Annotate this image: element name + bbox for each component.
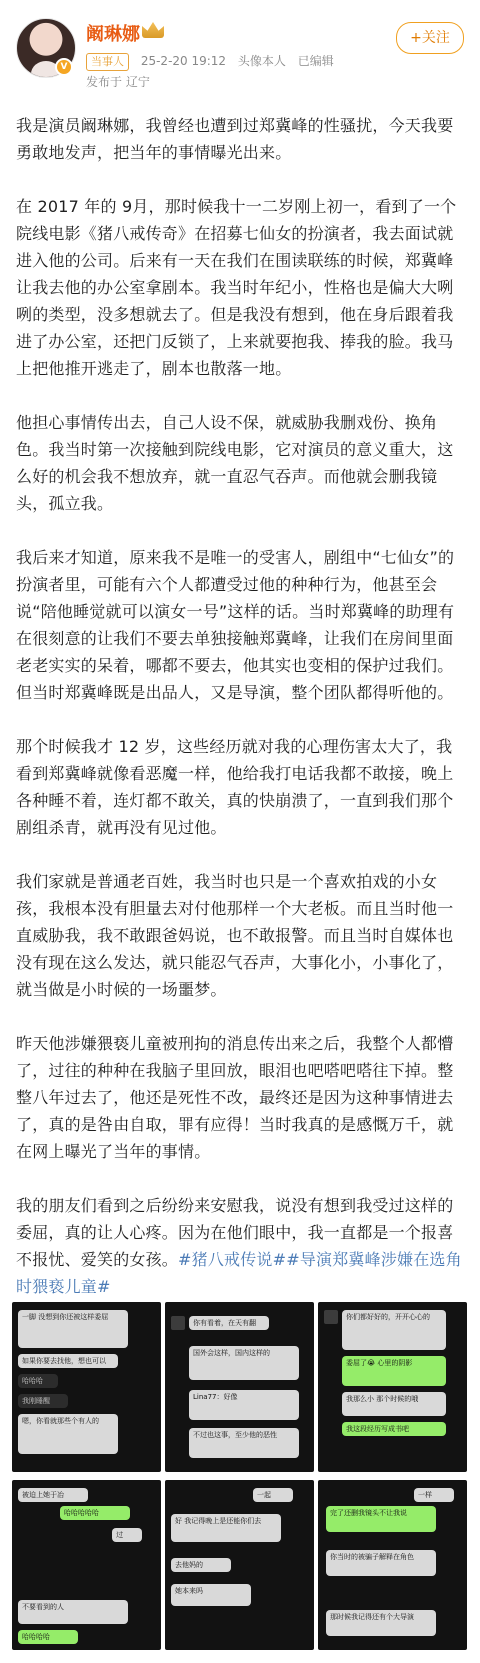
chat-bubble: 一样 xyxy=(414,1488,454,1502)
chat-screenshot-4[interactable] xyxy=(12,1480,161,1650)
post-datetime: 25-2-20 19:12 xyxy=(140,54,227,68)
image-grid xyxy=(12,1302,468,1662)
role-badge: 当事人 xyxy=(86,53,129,71)
post-paragraph: 在 2017 年的 9月，那时候我十一二岁刚上初一，看到了一个院线电影《猪八戒传奇》在招募七仙女的扮演者，我去面试就进入他的公司。后来有一天在我们在围读联练的时候，郑冀峰让我去他的办公室拿剧本。我当时年纪小，性格也是偏大大咧咧的类型，没多想就去了。但是我没有想到，他在身后跟着我进了办公室，还把门反锁了，上来就要抱我、捧我的脸。我马上把他推开逃走了，剧本也散落一地。 xyxy=(16,197,457,378)
chat-bubble: 委屈了😭 心里的阴影 xyxy=(342,1356,446,1386)
post-content xyxy=(16,112,464,1327)
author-name[interactable]: 阚琳娜 xyxy=(86,24,140,45)
hashtag-link[interactable]: #猪八戒传说##导演郑冀峰涉嫌在选角时猥亵儿童# xyxy=(16,1250,462,1296)
chat-avatar xyxy=(171,1316,185,1330)
chat-bubble: 国外会这样，国内这样的 xyxy=(189,1346,299,1380)
chat-bubble: 我刚睡醒 xyxy=(18,1394,68,1408)
chat-bubble: 那时候我记得还有个大导演 xyxy=(326,1610,436,1636)
post-meta xyxy=(86,52,342,71)
chat-screenshot-3[interactable] xyxy=(318,1302,467,1472)
chat-bubble: 过 xyxy=(112,1528,142,1542)
chat-bubble: 不要看到的人 xyxy=(18,1600,128,1624)
chat-bubble: 哈哈哈哈 xyxy=(18,1630,78,1644)
chat-bubble: 哈哈哈 xyxy=(18,1374,58,1388)
chat-bubble: Lina77：好像 xyxy=(189,1390,299,1420)
post-paragraph: 我是演员阚琳娜，我曾经也遭到过郑冀峰的性骚扰，今天我要勇敢地发声，把当年的事情曝光出来。 xyxy=(16,116,454,162)
post-paragraph: 我们家就是普通老百姓，我当时也只是一个喜欢拍戏的小女孩，我根本没有胆量去对付他那样一个大老板。而且当时他一直威胁我，我不敢跟爸妈说，也不敢报警。而且当时自媒体也没有现在这么发达，就只能忍气吞声，大事化小，小事化了，就当做是小时候的一场噩梦。 xyxy=(16,872,454,999)
chat-avatar xyxy=(324,1310,338,1324)
post-paragraph-last xyxy=(16,1192,464,1300)
post-paragraph: 昨天他涉嫌猥亵儿童被刑拘的消息传出来之后，我整个人都懵了，过往的种种在我脑子里回放，眼泪也吧嗒吧嗒往下掉。整整八年过去了，他还是死性不改，最终还是因为这种事情进去了，真的是咎由自取，罪有应得！当时我真的是感慨万千，就在网上曝光了当年的事情。 xyxy=(16,1034,454,1161)
chat-bubble: 如果你要去找他，想也可以 xyxy=(18,1354,118,1368)
chat-screenshot-1[interactable] xyxy=(12,1302,161,1472)
chat-bubble: 我这段经历写成书吧 xyxy=(342,1422,446,1436)
chat-bubble: 你们都好好的，开开心心的 xyxy=(342,1310,446,1350)
follow-button[interactable]: +关注 xyxy=(396,22,464,54)
chat-screenshot-5[interactable] xyxy=(165,1480,314,1650)
post-paragraph: 我后来才知道，原来我不是唯一的受害人，剧组中“七仙女”的扮演者里，可能有六个人都遭受过他的种种行为，他甚至会说“陪他睡觉就可以演女一号”这样的话。当时郑冀峰的助理有在很刻意的让我们不要去单独接触郑冀峰，让我们在房间里面老老实实的呆着，哪都不要去，他其实也变相的保护过我们。但当时郑冀峰既是出品人，又是导演，整个团队都得听他的。 xyxy=(16,548,455,702)
avatar-note: 头像本人 xyxy=(237,54,286,68)
chat-bubble: 你有看着，在天有翻 xyxy=(189,1316,269,1330)
post-paragraph: 他担心事情传出去，自己人设不保，就威胁我删戏份、换角色。我当时第一次接触到院线电影，它对演员的意义重大，这么好的机会我不想放弃，就一直忍气吞声。而他就会删我镜头，孤立我。 xyxy=(16,413,454,513)
chat-bubble: 一起 xyxy=(253,1488,293,1502)
chat-bubble: 去他妈的 xyxy=(171,1558,231,1572)
chat-bubble: 嗯，你看就那些个有人的 xyxy=(18,1414,118,1454)
chat-bubble: 一脚 没想到你还被这样委屈 xyxy=(18,1310,128,1348)
post-paragraph: 那个时候我才 12 岁，这些经历就对我的心理伤害太大了，我看到郑冀峰就像看恶魔一样，他给我打电话我都不敢接，晚上各种睡不着，连灯都不敢关，真的快崩溃了，一直到我们那个剧组杀青，就再没有见过他。 xyxy=(16,737,454,837)
post-location: 发布于 辽宁 xyxy=(86,75,150,89)
chat-bubble: 完了还删我镜头不让我说 xyxy=(326,1506,436,1532)
last-paragraph-text: 我的朋友们看到之后纷纷来安慰我，说没有想到我受过这样的委屈，真的让人心疼。因为在他们眼中，我一直都是一个报喜不报忧、爱笑的女孩。 xyxy=(16,1196,454,1269)
chat-screenshot-6[interactable] xyxy=(318,1480,467,1650)
chat-bubble: 被迫上她于冶 xyxy=(18,1488,88,1502)
verified-icon: V xyxy=(55,58,73,76)
post-header xyxy=(0,0,480,96)
chat-bubble: 她本来吗 xyxy=(171,1584,251,1606)
crown-icon xyxy=(142,22,164,38)
chat-bubble: 好 我记得晚上是还能你们去 xyxy=(171,1514,281,1542)
chat-bubble: 哈哈哈哈哈 xyxy=(60,1506,130,1520)
chat-bubble: 不过也这事，至少他的恶性 xyxy=(189,1428,299,1458)
edited-label: 已编辑 xyxy=(297,54,334,68)
chat-bubble: 我那么小 那个时候的哦 xyxy=(342,1392,446,1416)
chat-bubble: 你当时的被骗子解释在角色 xyxy=(326,1550,436,1576)
chat-screenshot-2[interactable] xyxy=(165,1302,314,1472)
